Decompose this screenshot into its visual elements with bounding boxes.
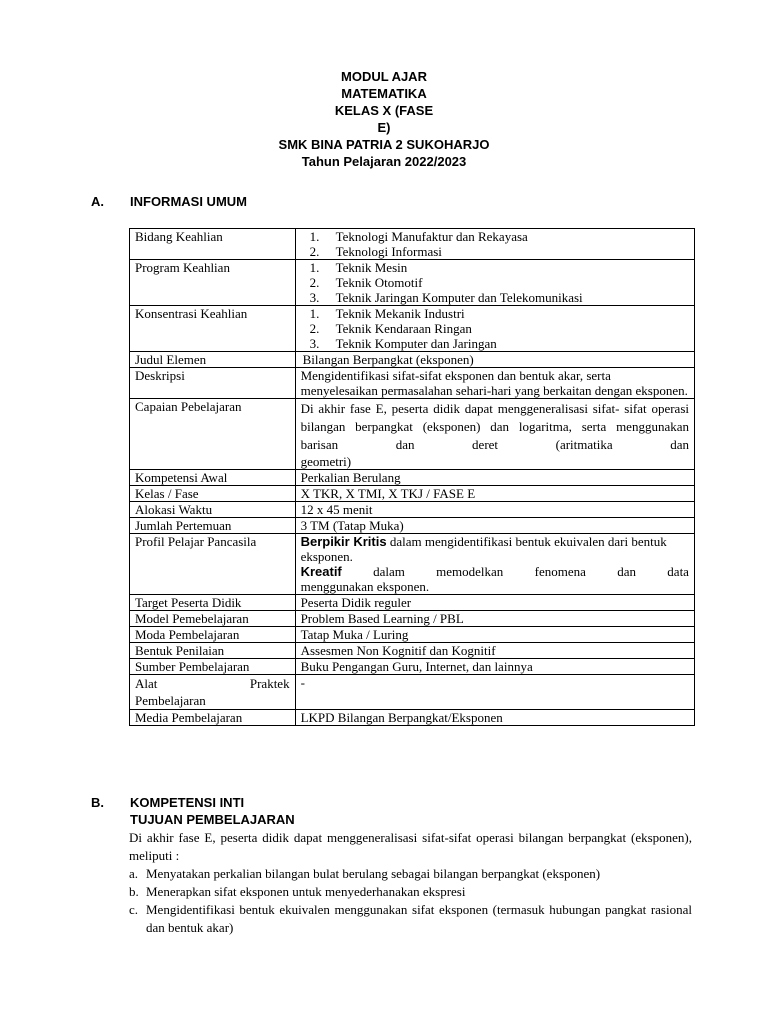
bentuk-label: Bentuk Penilaian	[130, 643, 296, 659]
deskripsi-value: Mengidentifikasi sifat-sifat eksponen dan bentuk akar, serta menyelesaikan permasalahan sehari-hari yang berkaitan dengan eksponen.	[295, 368, 694, 399]
alokasi-label: Alokasi Waktu	[130, 502, 296, 518]
profil-value	[295, 534, 694, 595]
profil-bold-2: Kreatif	[300, 564, 342, 579]
kelas-value: X TKR, X TMI, X TKJ / FASE E	[295, 486, 694, 502]
bidang-value	[295, 229, 694, 260]
profil-word: fenomena	[534, 564, 586, 579]
alat-value: -	[295, 675, 694, 710]
table-row	[130, 710, 695, 726]
kompetensi-label: Kompetensi Awal	[130, 470, 296, 486]
moda-label: Moda Pembelajaran	[130, 627, 296, 643]
list-item: 1. Teknik Mesin	[309, 260, 408, 275]
profil-word: memodelkan	[436, 564, 504, 579]
table-row	[130, 229, 695, 260]
alat-label-line	[135, 675, 290, 692]
table-row	[130, 518, 695, 534]
list-item	[129, 883, 692, 901]
konsentrasi-value	[295, 306, 694, 352]
profil-kritis	[301, 534, 689, 564]
table-row	[130, 486, 695, 502]
list-item: 1. Teknik Mekanik Industri	[309, 306, 465, 321]
list-marker: b.	[129, 884, 139, 899]
media-label: Media Pembelajaran	[130, 710, 296, 726]
title-line-1: MODUL AJAR	[341, 69, 427, 84]
table-row	[130, 595, 695, 611]
jumlah-value: 3 TM (Tatap Muka)	[295, 518, 694, 534]
profil-text-2-end: menggunakan eksponen.	[300, 579, 430, 594]
table-row	[130, 675, 695, 710]
section-b-subtitle: TUJUAN PEMBELAJARAN	[130, 812, 295, 827]
informasi-umum-table	[129, 228, 695, 726]
target-label: Target Peserta Didik	[130, 595, 296, 611]
program-list	[301, 260, 689, 305]
model-value: Problem Based Learning / PBL	[295, 611, 694, 627]
profil-kreatif-line	[301, 564, 689, 579]
table-row	[130, 368, 695, 399]
section-b-letter: B.	[91, 795, 104, 810]
section-b-subheading	[91, 811, 391, 828]
judul-label: Judul Elemen	[130, 352, 296, 368]
list-item: 3. Teknik Jaringan Komputer dan Telekomunikasi	[309, 290, 583, 305]
list-item: 2. Teknik Otomotif	[309, 275, 423, 290]
table-row	[130, 502, 695, 518]
list-marker: a.	[129, 866, 139, 881]
document-title-block	[0, 68, 768, 170]
jumlah-label: Jumlah Pertemuan	[130, 518, 296, 534]
title-line-3: KELAS X (FASE	[334, 103, 434, 118]
capaian-text-end: geometri)	[300, 454, 352, 469]
profil-text-1: dalam mengidentifikasi bentuk ekuivalen dari bentuk eksponen.	[300, 534, 667, 564]
bidang-list	[301, 229, 689, 259]
kompetensi-value: Perkalian Berulang	[295, 470, 694, 486]
profil-word: data	[667, 564, 689, 579]
alat-word: Praktek	[249, 676, 290, 691]
table-row	[130, 534, 695, 595]
list-item-text: Menyatakan perkalian bilangan bulat berulang sebagai bilangan berpangkat (eksponen)	[146, 866, 601, 881]
title-line-2: MATEMATIKA	[341, 86, 427, 101]
bentuk-value: Assesmen Non Kognitif dan Kognitif	[295, 643, 694, 659]
section-a-heading	[91, 193, 391, 210]
section-a-letter: A.	[91, 194, 104, 209]
program-label: Program Keahlian	[130, 260, 296, 306]
alat-label	[130, 675, 296, 710]
list-item: 1. Teknologi Manufaktur dan Rekayasa	[309, 229, 528, 244]
table-row	[130, 260, 695, 306]
profil-word: dan	[617, 564, 636, 579]
media-value: LKPD Bilangan Berpangkat/Eksponen	[295, 710, 694, 726]
profil-bold-1: Berpikir Kritis	[300, 534, 387, 549]
konsentrasi-list	[301, 306, 689, 351]
alat-word: Alat	[135, 676, 158, 691]
table-row	[130, 399, 695, 470]
list-item-text: Menerapkan sifat eksponen untuk menyederhanakan ekspresi	[146, 884, 466, 899]
academic-year: Tahun Pelajaran 2022/2023	[301, 154, 467, 169]
judul-value: Bilangan Berpangkat (eksponen)	[295, 352, 694, 368]
table-row	[130, 306, 695, 352]
deskripsi-label: Deskripsi	[130, 368, 296, 399]
kelas-label: Kelas / Fase	[130, 486, 296, 502]
list-item	[129, 865, 692, 883]
model-label: Model Pemebelajaran	[130, 611, 296, 627]
sumber-value: Buku Pengangan Guru, Internet, dan lainnya	[295, 659, 694, 675]
section-b-title: KOMPETENSI INTI	[130, 795, 245, 810]
alat-label-end: Pembelajaran	[135, 693, 206, 708]
table-row	[130, 611, 695, 627]
table-row	[130, 470, 695, 486]
list-item: 2. Teknik Kendaraan Ringan	[309, 321, 472, 336]
bidang-label: Bidang Keahlian	[130, 229, 296, 260]
capaian-value	[295, 399, 694, 470]
list-item-text: Mengidentifikasi bentuk ekuivalen menggunakan sifat eksponen (termasuk hubungan pangkat rasional dan bentuk akar)	[146, 902, 692, 935]
moda-value: Tatap Muka / Luring	[295, 627, 694, 643]
sumber-label: Sumber Pembelajaran	[130, 659, 296, 675]
list-item	[129, 901, 692, 937]
tujuan-intro: Di akhir fase E, peserta didik dapat menggeneralisasi sifat-sifat operasi bilangan berpangkat (eksponen), meliputi :	[129, 830, 692, 863]
capaian-text: Di akhir fase E, peserta didik dapat menggeneralisasi sifat- sifat operasi bilangan berpangkat (eksponen) dan logaritma, serta menggunakan barisan dan deret (aritmatika dan	[300, 401, 689, 452]
school-name: SMK BINA PATRIA 2 SUKOHARJO	[278, 137, 490, 152]
title-line-4: E)	[377, 120, 391, 135]
section-a-title: INFORMASI UMUM	[130, 194, 247, 209]
table-row	[130, 659, 695, 675]
program-value	[295, 260, 694, 306]
table-row	[130, 643, 695, 659]
tujuan-body	[129, 829, 692, 937]
list-item: 3. Teknik Komputer dan Jaringan	[309, 336, 497, 351]
list-marker: c.	[129, 902, 139, 917]
capaian-label: Capaian Pebelajaran	[130, 399, 296, 470]
profil-label: Profil Pelajar Pancasila	[130, 534, 296, 595]
section-b-heading	[91, 794, 391, 811]
profil-word: dalam	[373, 564, 405, 579]
alokasi-value: 12 x 45 menit	[295, 502, 694, 518]
table-row	[130, 627, 695, 643]
konsentrasi-label: Konsentrasi Keahlian	[130, 306, 296, 352]
table-row	[130, 352, 695, 368]
target-value: Peserta Didik reguler	[295, 595, 694, 611]
list-item: 2. Teknologi Informasi	[309, 244, 442, 259]
